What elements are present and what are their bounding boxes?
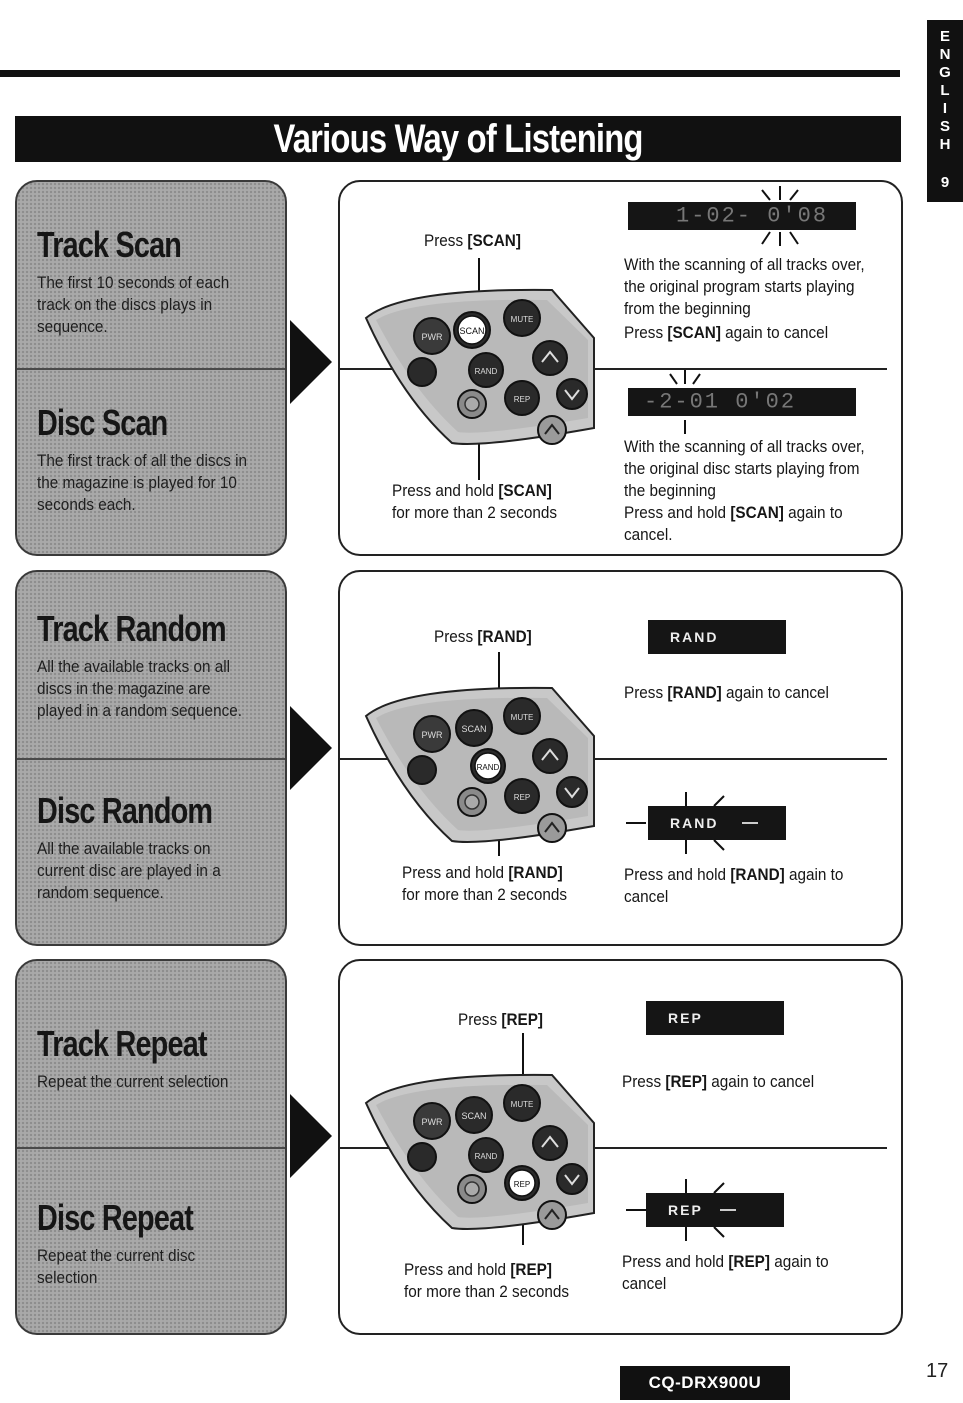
hold-scan-label: Press and hold [SCAN]: [392, 481, 552, 500]
blink-indicator-icon: [650, 370, 720, 434]
scan-instructions-panel: [338, 180, 903, 556]
lang-letter: N: [939, 46, 951, 63]
arrow-icon: [290, 1094, 332, 1178]
track-random-description: All the available tracks on all discs in the magazine are played in a random sequence.: [37, 657, 242, 720]
scan-mode-panel: [15, 180, 287, 556]
track-repeat-description: Repeat the current selection: [37, 1072, 229, 1091]
page-title-bar: [15, 116, 901, 162]
disc-rand-cancel-label-line2: cancel: [624, 887, 669, 906]
page-number: 17: [926, 1360, 949, 1382]
lcd-display-track-random: RAND: [648, 620, 786, 654]
scan-result-line: the original program starts playing: [624, 277, 855, 296]
svg-text:SCAN: SCAN: [461, 724, 487, 734]
scan-cancel-label: Press [SCAN] again to cancel: [624, 323, 829, 342]
svg-text:MUTE: MUTE: [510, 713, 534, 722]
track-scan-description: The first 10 seconds of each track on the discs plays in sequence.: [37, 273, 230, 336]
lcd-display-disc-repeat: REP: [646, 1193, 784, 1227]
remote-control-illustration: [362, 1063, 596, 1231]
disc-rep-cancel-label: Press and hold [REP] again to: [622, 1252, 829, 1271]
press-scan-label: Press [SCAN]: [424, 231, 521, 250]
hold-rand-label: Press and hold [RAND]: [402, 863, 563, 882]
svg-text:RAND: RAND: [474, 367, 498, 376]
svg-text:MUTE: MUTE: [510, 315, 534, 324]
panel-divider: [17, 758, 285, 760]
random-instructions-panel: [338, 570, 903, 946]
lang-letter: E: [939, 28, 950, 45]
repeat-mode-panel: [15, 959, 287, 1335]
disc-scan-result-line: the beginning: [624, 481, 716, 500]
svg-text:SCAN: SCAN: [459, 326, 485, 336]
track-repeat-title: Track Repeat: [37, 1023, 207, 1064]
disc-scan-result-line: With the scanning of all tracks over,: [624, 437, 865, 456]
disc-random-title: Disc Random: [37, 790, 213, 831]
disc-scan-title: Disc Scan: [37, 402, 168, 443]
disc-repeat-title: Disc Repeat: [37, 1197, 194, 1238]
lang-letter: L: [940, 82, 950, 99]
svg-text:RAND: RAND: [474, 1152, 498, 1161]
disc-random-description: All the available tracks on current disc are played in a random sequence.: [37, 839, 221, 902]
svg-text:PWR: PWR: [421, 1117, 443, 1127]
lcd-display-track-repeat: REP: [646, 1001, 784, 1035]
panel-divider: [17, 1147, 285, 1149]
lang-letter: I: [942, 100, 948, 117]
hold-scan-duration: for more than 2 seconds: [392, 503, 557, 522]
svg-text:RAND: RAND: [476, 763, 500, 772]
press-rep-label: Press [REP]: [458, 1010, 544, 1029]
disc-scan-result-line: the original disc starts playing from: [624, 459, 860, 478]
blink-indicator-icon: [624, 1179, 794, 1241]
hold-rep-duration: for more than 2 seconds: [404, 1282, 569, 1301]
hold-rand-duration: for more than 2 seconds: [402, 885, 567, 904]
remote-control-illustration: [362, 676, 596, 844]
track-scan-title: Track Scan: [37, 224, 182, 265]
lcd-display-disc-scan: -2-01 0'02: [628, 388, 856, 416]
lang-letter: G: [939, 64, 951, 81]
scan-result-line: from the beginning: [624, 299, 751, 318]
arrow-icon: [290, 320, 332, 404]
panel-divider: [17, 368, 285, 370]
disc-scan-description: The first track of all the discs in the magazine is played for 10 seconds each.: [37, 451, 248, 514]
svg-text:SCAN: SCAN: [461, 1111, 487, 1121]
repeat-instructions-panel: [338, 959, 903, 1335]
top-rule: [0, 70, 900, 77]
disc-rep-cancel-label-line2: cancel: [622, 1274, 667, 1293]
page-title: Various Way of Listening: [273, 116, 643, 161]
disc-scan-cancel-label: Press and hold [SCAN] again to: [624, 503, 843, 522]
random-mode-panel: [15, 570, 287, 946]
disc-rand-cancel-label: Press and hold [RAND] again to: [624, 865, 844, 884]
blink-indicator-icon: [624, 792, 794, 854]
lang-letter: H: [939, 136, 951, 153]
language-tab: [927, 20, 963, 202]
rand-cancel-label: Press [RAND] again to cancel: [624, 683, 829, 702]
track-random-title: Track Random: [37, 608, 226, 649]
rep-cancel-label: Press [REP] again to cancel: [622, 1072, 815, 1091]
svg-text:REP: REP: [513, 793, 531, 802]
arrow-icon: [290, 706, 332, 790]
svg-text:PWR: PWR: [421, 730, 443, 740]
lcd-display-track-scan: 1-02- 0'08: [628, 202, 856, 230]
disc-repeat-description: Repeat the current disc selection: [37, 1246, 196, 1287]
disc-scan-cancel-label-line2: cancel.: [624, 525, 673, 544]
svg-text:REP: REP: [513, 395, 531, 404]
blink-indicator-icon: [740, 186, 820, 246]
remote-control-illustration: [362, 278, 596, 446]
press-rand-label: Press [RAND]: [434, 627, 532, 646]
svg-text:REP: REP: [513, 1180, 531, 1189]
hold-rep-label: Press and hold [REP]: [404, 1260, 552, 1279]
svg-text:MUTE: MUTE: [510, 1100, 534, 1109]
pwr-button-label: PWR: [421, 332, 443, 342]
scan-result-line: With the scanning of all tracks over,: [624, 255, 865, 274]
lcd-display-disc-random: RAND: [648, 806, 786, 840]
lang-letter: S: [939, 118, 950, 135]
chapter-number: 9: [940, 174, 950, 191]
model-name-badge: CQ-DRX900U: [620, 1366, 790, 1400]
